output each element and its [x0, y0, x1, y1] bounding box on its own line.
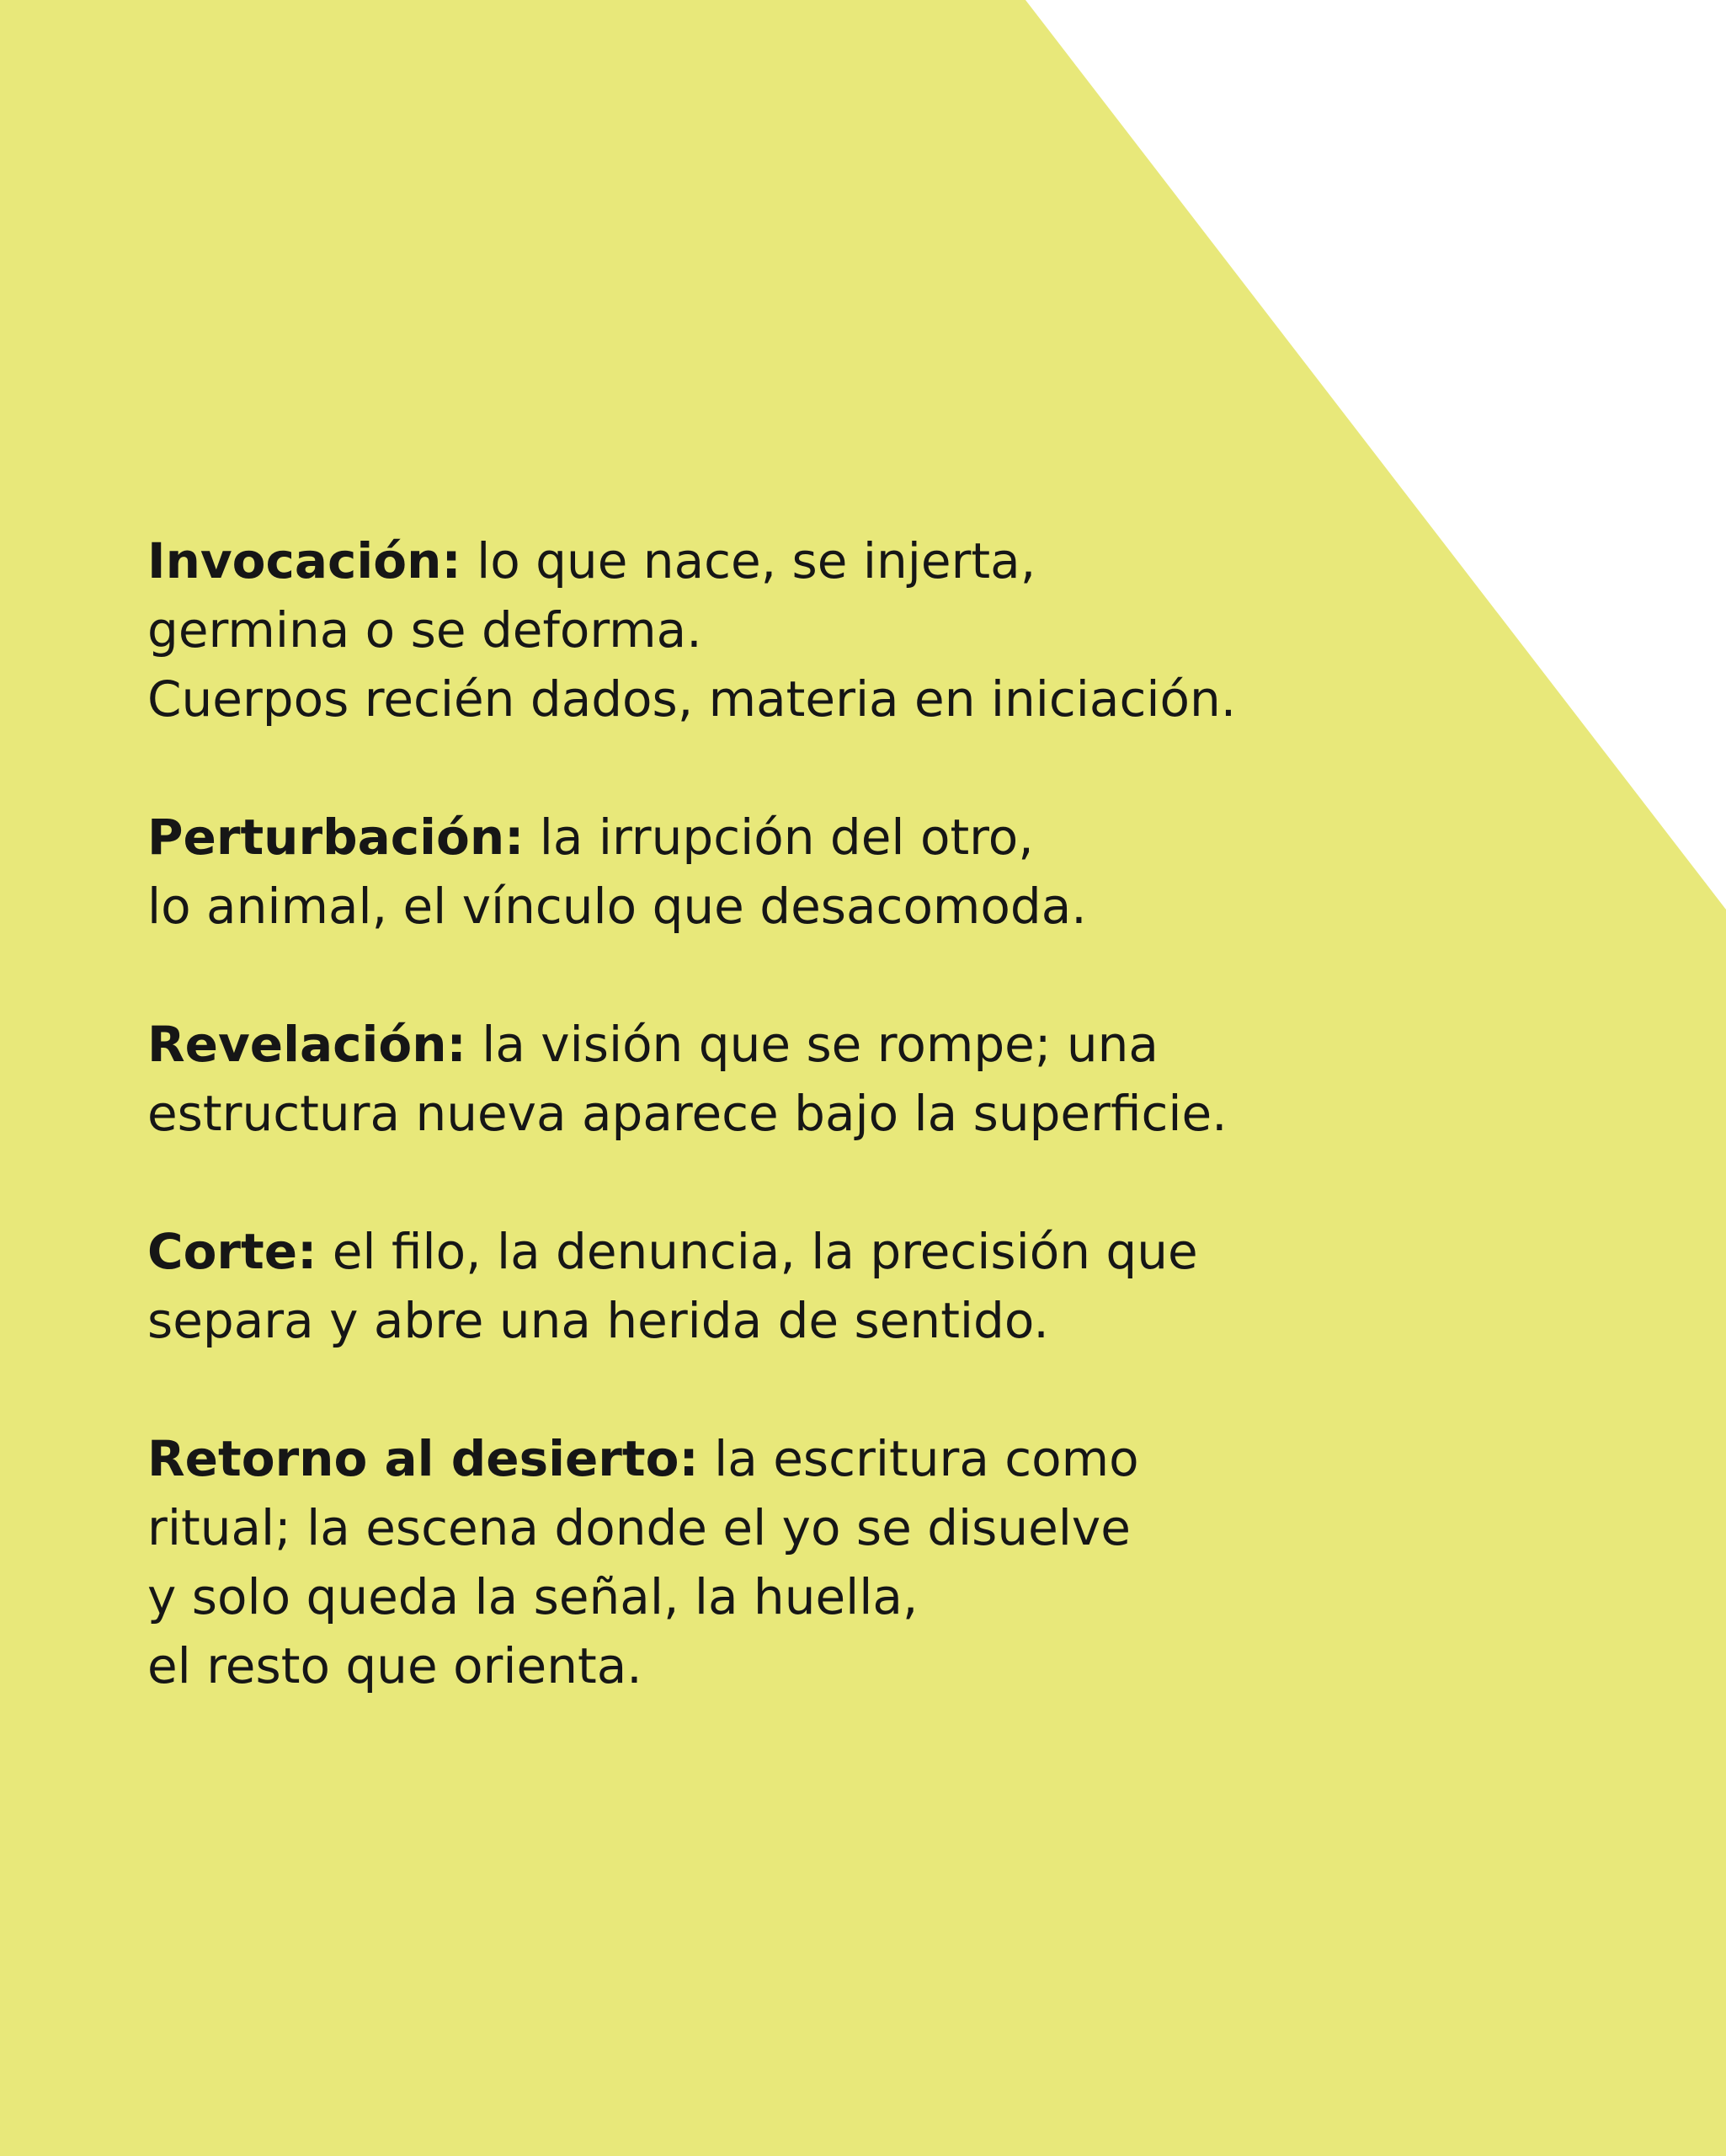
section-line: lo animal, el vínculo que desacomoda.	[147, 878, 1087, 935]
section-text: la visión que se rompe; una	[482, 1016, 1159, 1073]
section-line-first	[147, 803, 1410, 872]
section-line-first	[147, 1424, 1410, 1493]
section-line-first	[147, 1217, 1410, 1286]
section-revelacion	[147, 1010, 1410, 1148]
section-line: Cuerpos recién dados, materia en iniciación.	[147, 670, 1237, 728]
text-block	[147, 526, 1410, 1769]
section-corte	[147, 1217, 1410, 1355]
section-line-first	[147, 526, 1410, 595]
section-line: separa y abre una herida de sentido.	[147, 1292, 1049, 1349]
section-invocacion	[147, 526, 1410, 734]
section-term: Retorno al desierto:	[147, 1430, 699, 1487]
section-text: la escritura como	[714, 1430, 1139, 1487]
section-text: la irrupción del otro,	[539, 808, 1034, 866]
section-line-first	[147, 1010, 1410, 1079]
section-text: lo que nace, se injerta,	[477, 532, 1036, 590]
section-term: Revelación:	[147, 1016, 466, 1073]
section-term: Invocación:	[147, 532, 461, 590]
section-text: el filo, la denuncia, la precisión que	[332, 1223, 1198, 1280]
section-line: el resto que orienta.	[147, 1637, 642, 1694]
section-line: ritual; la escena donde el yo se disuelve	[147, 1499, 1131, 1556]
section-retorno-al-desierto	[147, 1424, 1410, 1700]
section-term: Corte:	[147, 1223, 317, 1280]
section-line: y solo queda la señal, la huella,	[147, 1568, 919, 1625]
section-term: Perturbación:	[147, 808, 525, 866]
section-line: germina o se deforma.	[147, 601, 702, 659]
section-perturbacion	[147, 803, 1410, 941]
section-line: estructura nueva aparece bajo la superficie.	[147, 1085, 1228, 1142]
